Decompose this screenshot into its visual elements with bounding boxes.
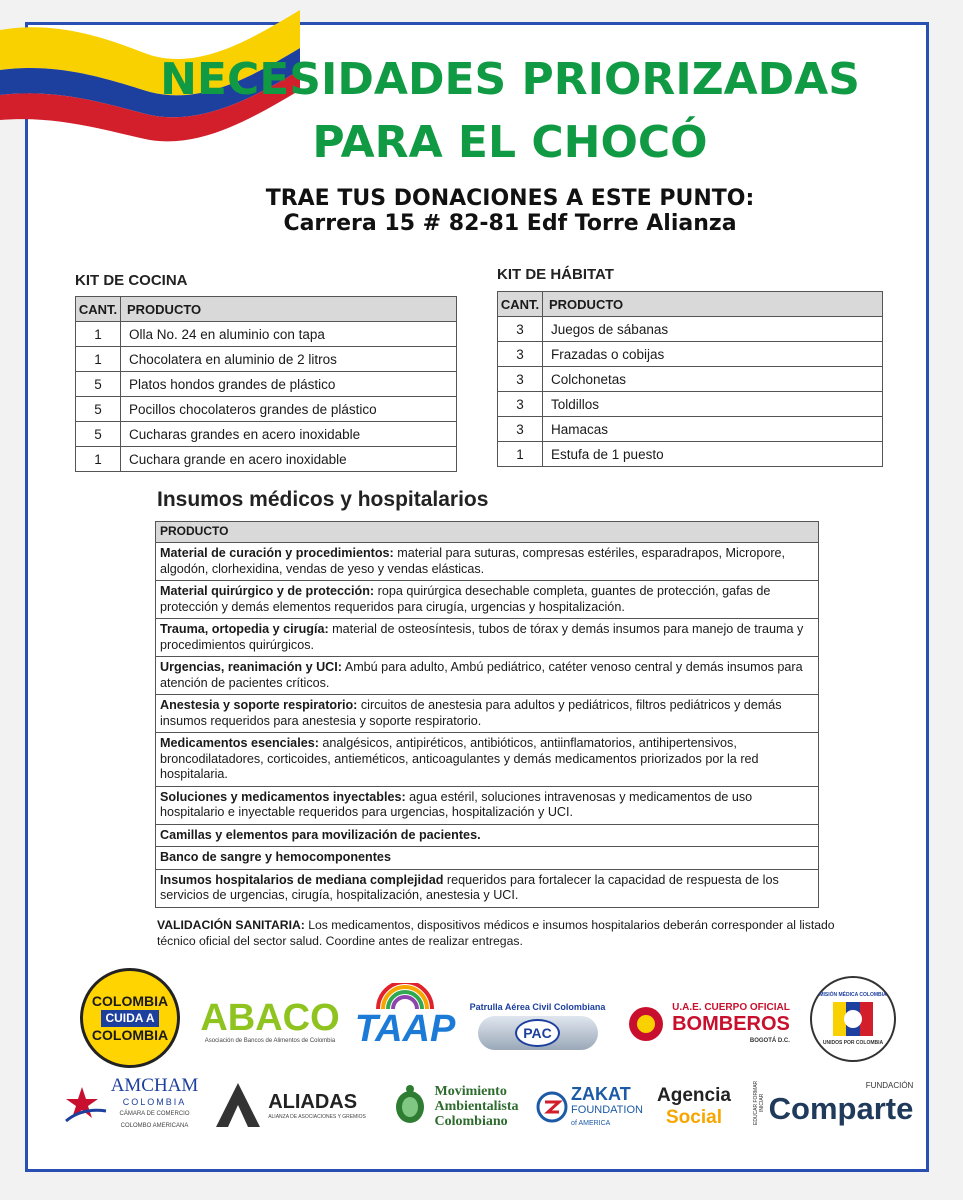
logo-text: FUNDACIÓN xyxy=(865,1081,914,1090)
logo-text: ZAKAT xyxy=(571,1083,631,1104)
logo-text: FOUNDATION xyxy=(571,1103,643,1116)
validation-label: VALIDACIÓN SANITARIA: xyxy=(157,918,305,932)
product-cell: Estufa de 1 puesto xyxy=(543,442,883,467)
logo-text: EDUCAR FORMAR INICIAR xyxy=(752,1080,765,1126)
logo-text: Agencia xyxy=(657,1085,731,1106)
logo-text: Patrulla Aérea Civil Colombiana xyxy=(469,1002,606,1012)
logo-text: CÁMARA DE COMERCIO xyxy=(119,1111,190,1117)
logo-text: Colombiano xyxy=(434,1113,508,1129)
kit-habitat-title: KIT DE HÁBITAT xyxy=(497,266,614,283)
zakat-emblem-icon xyxy=(536,1091,568,1123)
item-description: circuitos de anestesia para adultos y pediátricos, filtros pediátricos y demás insumos requeridos para anestesia y soporte respiratorio. xyxy=(160,698,782,728)
item-description: agua estéril, soluciones intravenosas y medicamentos de uso hospitalario e inyectable requeridos para urgencias, hospitalización y UCI. xyxy=(160,789,753,819)
item-category: Urgencias, reanimación y UCI: xyxy=(160,660,342,674)
item-description: ropa quirúrgica desechable completa, guantes de protección, gafas de protección y demás elementos requeridos para cirugía, urgencias y hospitalización. xyxy=(160,584,771,614)
colombia-cuida-logo xyxy=(80,968,180,1068)
item-category: Soluciones y medicamentos inyectables: xyxy=(160,789,406,804)
item-category: Anestesia y soporte respiratorio: xyxy=(160,698,358,712)
donation-point-heading: TRAE TUS DONACIONES A ESTE PUNTO: xyxy=(265,186,755,211)
table-row xyxy=(76,447,457,472)
column-header-producto: PRODUCTO xyxy=(121,297,457,322)
item-category: Insumos hospitalarios de mediana complejidad xyxy=(160,872,444,887)
table-row xyxy=(156,869,819,907)
table-row xyxy=(76,397,457,422)
logo-text: COLOMBIA xyxy=(91,992,169,1009)
qty-cell: 1 xyxy=(76,347,121,372)
logo-text: MISIÓN MÉDICA COLOMBIA xyxy=(819,992,887,998)
kit-cocina-title: KIT DE COCINA xyxy=(75,272,188,289)
table-row xyxy=(498,392,883,417)
medical-emblem-icon xyxy=(828,998,878,1040)
table-row xyxy=(156,581,819,619)
logo-text: TAAP xyxy=(354,1008,456,1050)
bomberos-logo xyxy=(618,1000,798,1048)
product-cell: Chocolatera en aluminio de 2 litros xyxy=(121,347,457,372)
logo-text: ALIANZA DE ASOCIACIONES Y GREMIOS xyxy=(268,1113,366,1120)
table-row xyxy=(156,824,819,847)
table-row xyxy=(156,657,819,695)
table-row xyxy=(76,347,457,372)
table-row xyxy=(156,695,819,733)
logo-text: Ambientalista xyxy=(434,1098,519,1114)
product-cell: Cuchara grande en acero inoxidable xyxy=(121,447,457,472)
logo-text: BOMBEROS xyxy=(672,1012,790,1035)
item-description: Ambú para adulto, Ambú pediátrico, catéter venoso central y demás insumos para atención de pacientes críticos. xyxy=(160,660,803,690)
logo-text: UNIDOS POR COLOMBIA xyxy=(822,1040,884,1046)
item-category: Camillas y elementos para movilización de pacientes. xyxy=(160,827,481,842)
qty-cell: 5 xyxy=(76,422,121,447)
item-description: material para suturas, compresas estériles, esparadrapos, Micropore, algodón, clorhexidina, vendas de yeso y vendas elásticas. xyxy=(160,546,786,576)
movimiento-ambientalista-logo xyxy=(378,1080,528,1132)
product-cell: Pocillos chocolateros grandes de plástico xyxy=(121,397,457,422)
logo-text: AMCHAM xyxy=(110,1075,199,1096)
product-cell: Frazadas o cobijas xyxy=(543,342,883,367)
qty-cell: 5 xyxy=(76,372,121,397)
kit-habitat-table xyxy=(497,291,883,467)
qty-cell: 1 xyxy=(76,447,121,472)
zakat-logo xyxy=(532,1084,647,1130)
item-category: Medicamentos esenciales: xyxy=(160,736,319,750)
logo-text: COLOMBIA xyxy=(122,1097,187,1107)
table-row xyxy=(76,322,457,347)
item-category: Trauma, ortopedia y cirugía: xyxy=(160,622,329,636)
logo-text: ALIADAS xyxy=(268,1090,358,1113)
sanitary-validation-note xyxy=(157,917,837,949)
logo-text: U.A.E. CUERPO OFICIAL xyxy=(672,1001,790,1013)
table-row xyxy=(156,619,819,657)
logo-text: ABACO xyxy=(200,997,340,1039)
qty-cell: 3 xyxy=(498,367,543,392)
column-header-producto: PRODUCTO xyxy=(156,522,819,543)
table-row xyxy=(498,442,883,467)
product-cell: Platos hondos grandes de plástico xyxy=(121,372,457,397)
donation-address: Carrera 15 # 82-81 Edf Torre Alianza xyxy=(283,211,737,236)
abaco-logo xyxy=(190,992,350,1050)
kit-cocina-table xyxy=(75,296,457,472)
validation-text: Los medicamentos, dispositivos médicos e insumos hospitalarios deberán corresponder al listado técnico oficial del sector salud. Coordine antes de realizar entregas. xyxy=(157,918,835,948)
item-category: Banco de sangre y hemocomponentes xyxy=(160,850,391,864)
main-title-line-1: NECESIDADES PRIORIZADAS xyxy=(160,54,860,105)
product-cell: Cucharas grandes en acero inoxidable xyxy=(121,422,457,447)
agencia-social-logo xyxy=(655,1082,733,1132)
qty-cell: 5 xyxy=(76,397,121,422)
pac-logo xyxy=(465,995,610,1057)
product-cell: Colchonetas xyxy=(543,367,883,392)
qty-cell: 3 xyxy=(498,392,543,417)
star-swoosh-icon xyxy=(62,1081,108,1127)
product-cell: Olla No. 24 en aluminio con tapa xyxy=(121,322,457,347)
logo-text: of AMERICA xyxy=(571,1119,611,1127)
turtle-icon xyxy=(388,1084,432,1128)
qty-cell: 3 xyxy=(498,417,543,442)
rainbow-arc-icon xyxy=(370,983,440,1009)
qty-cell: 1 xyxy=(76,322,121,347)
taap-logo xyxy=(355,980,455,1052)
table-row xyxy=(76,372,457,397)
column-header-producto: PRODUCTO xyxy=(543,292,883,317)
column-header-cant: CANT. xyxy=(498,292,543,317)
table-row xyxy=(156,847,819,870)
aliadas-logo xyxy=(210,1080,370,1130)
product-cell: Hamacas xyxy=(543,417,883,442)
insumos-table xyxy=(155,521,819,908)
item-description: analgésicos, antipiréticos, antibióticos, antiinflamatorios, antihipertensivos, broncodilatadores, corticoides, antieméticos, anticoagulantes y demás medicamentos priorizados por la red hospitalaria. xyxy=(160,736,759,781)
product-cell: Toldillos xyxy=(543,392,883,417)
aliadas-a-icon xyxy=(214,1081,262,1129)
logo-text: CUIDA A xyxy=(101,1010,158,1027)
logo-text: Comparte xyxy=(768,1091,914,1126)
table-row xyxy=(498,317,883,342)
table-row xyxy=(156,733,819,787)
logo-text: PAC xyxy=(515,1019,560,1047)
main-title-line-2: PARA EL CHOCÓ xyxy=(312,117,708,168)
item-category: Material de curación y procedimientos: xyxy=(160,546,394,560)
column-header-cant: CANT. xyxy=(76,297,121,322)
logo-text: Asociación de Bancos de Alimentos de Colombia xyxy=(204,1038,336,1044)
item-category: Material quirúrgico y de protección: xyxy=(160,584,375,598)
qty-cell: 1 xyxy=(498,442,543,467)
logo-text: BOGOTÁ D.C. xyxy=(749,1037,790,1044)
logo-text: Movimiento xyxy=(434,1083,507,1099)
table-row xyxy=(498,342,883,367)
fundacion-comparte-logo xyxy=(748,1072,918,1134)
bomberos-shield-icon xyxy=(626,1004,666,1044)
table-row xyxy=(498,417,883,442)
table-row xyxy=(156,786,819,824)
table-row xyxy=(498,367,883,392)
qty-cell: 3 xyxy=(498,342,543,367)
item-description: material de osteosíntesis, tubos de tórax y demás insumos para manejo de trauma y procedimientos quirúrgicos. xyxy=(160,622,804,652)
logo-text: Social xyxy=(666,1107,722,1128)
qty-cell: 3 xyxy=(498,317,543,342)
mision-medica-logo xyxy=(810,976,896,1062)
amcham-logo xyxy=(55,1076,205,1132)
logo-text: COLOMBO AMERICANA xyxy=(120,1123,189,1129)
table-row xyxy=(156,543,819,581)
logo-text: COLOMBIA xyxy=(91,1026,169,1043)
product-cell: Juegos de sábanas xyxy=(543,317,883,342)
insumos-title: Insumos médicos y hospitalarios xyxy=(157,488,489,511)
item-description: requeridos para fortalecer la capacidad de respuesta de los servicios de urgencias, cirugía, hospitalización, anestesia y UCI. xyxy=(160,872,779,902)
table-row xyxy=(76,422,457,447)
